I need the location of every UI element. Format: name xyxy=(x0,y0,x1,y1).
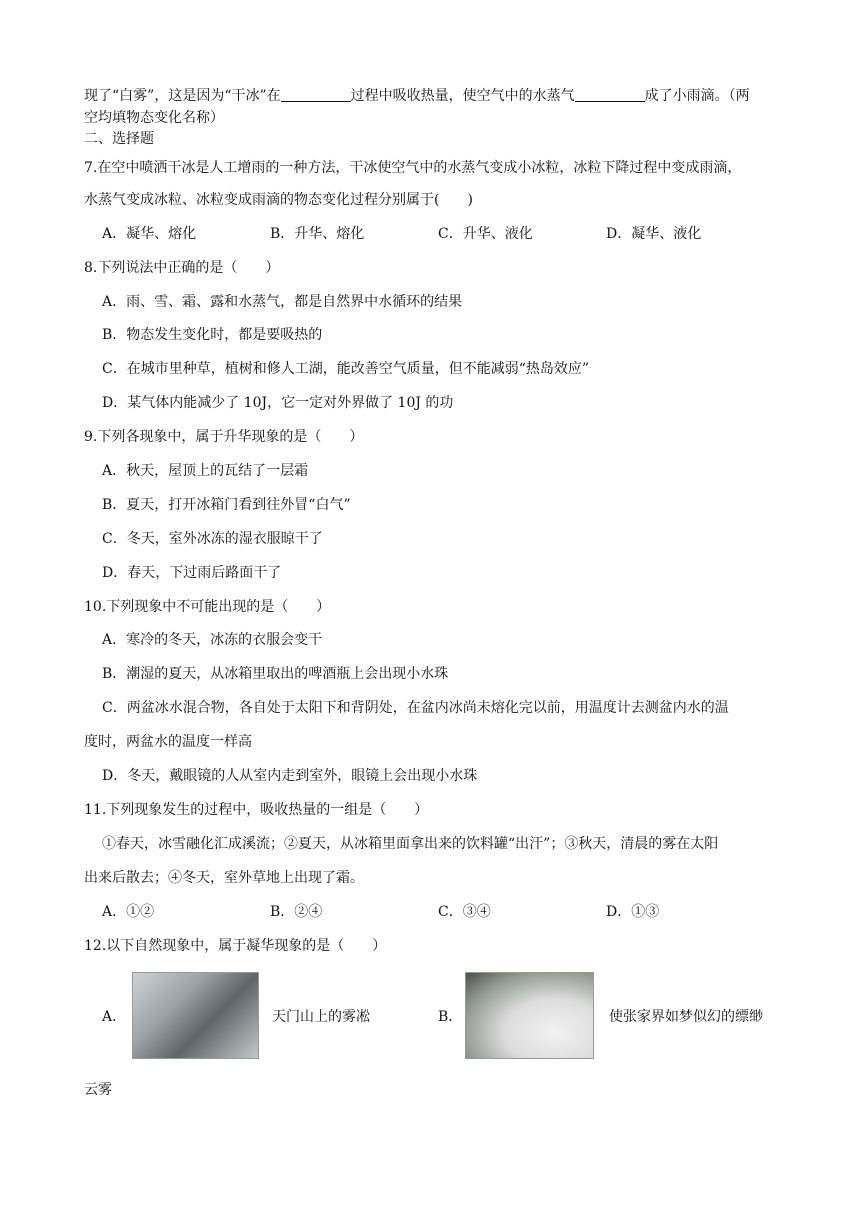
q7-option-b[interactable]: B．升华、熔化 xyxy=(270,226,365,242)
q11-stem: 11.下列现象发生的过程中，吸收热量的一组是（ ） xyxy=(84,802,429,818)
q7-stem-line-1: 7.在空中喷洒干冰是人工增雨的一种方法，干冰使空气中的水蒸气变成小冰粒，冰粒下降过程中变成雨滴， xyxy=(84,160,742,176)
q11-statement-line-1: ①春天，冰雪融化汇成溪流；②夏天，从冰箱里面拿出来的饮料罐“出汗”；③秋天，清晨的雾在太阳 xyxy=(102,836,719,852)
q8-option-b[interactable]: B．物态发生变化时，都是要吸热的 xyxy=(102,327,323,343)
q10-option-c-line-1[interactable]: C．两盆冰水混合物，各自处于太阳下和背阴处，在盆内冰尚未熔化完以前，用温度计去测盆内水的温 xyxy=(102,700,729,716)
intro-text-2: 过程中吸收热量，使空气中的水蒸气 xyxy=(350,88,575,104)
intro-line-1 xyxy=(84,86,750,106)
q10-option-c-line-2[interactable]: 度时，两盆水的温度一样高 xyxy=(84,734,252,750)
q11-option-a[interactable]: A．①② xyxy=(102,904,155,920)
intro-text-3: 成了小雨滴。（两 xyxy=(644,88,750,104)
q12-option-b-letter[interactable]: B． xyxy=(438,1009,463,1025)
q8-stem: 8.下列说法中正确的是（ ） xyxy=(84,260,280,276)
q12-option-a-text[interactable]: 天门山上的雾凇 xyxy=(272,1009,370,1025)
q11-statement-line-2: 出来后散去；④冬天，室外草地上出现了霜。 xyxy=(84,870,364,886)
q8-option-d[interactable]: D．某气体内能减少了 10J，它一定对外界做了 10J 的功 xyxy=(102,395,454,411)
q9-option-b[interactable]: B．夏天，打开冰箱门看到往外冒“白气” xyxy=(102,497,351,513)
q12-stem: 12.以下自然现象中，属于凝华现象的是（ ） xyxy=(84,938,387,954)
q11-option-c[interactable]: C．③④ xyxy=(438,904,491,920)
intro-text-1: 现了“白雾”，这是因为“干冰”在 xyxy=(84,88,281,104)
section-title: 二、选择题 xyxy=(84,131,154,147)
q9-option-d[interactable]: D．春天，下过雨后路面干了 xyxy=(102,565,282,581)
q7-stem-line-2: 水蒸气变成冰粒、冰粒变成雨滴的物态变化过程分别属于( ) xyxy=(84,192,473,208)
q8-option-a[interactable]: A．雨、雪、霜、露和水蒸气，都是自然界中水循环的结果 xyxy=(102,294,463,310)
q9-stem: 9.下列各现象中，属于升华现象的是（ ） xyxy=(84,429,364,445)
intro-line-2: 空均填物态变化名称） xyxy=(84,110,224,126)
q12-option-a-letter[interactable]: A． xyxy=(102,1009,127,1025)
q9-option-c[interactable]: C．冬天，室外冰冻的湿衣服晾干了 xyxy=(102,531,323,547)
q10-option-a[interactable]: A．寒冷的冬天，冰冻的衣服会变干 xyxy=(102,632,323,648)
q11-option-b[interactable]: B．②④ xyxy=(270,904,323,920)
answer-blank-1[interactable] xyxy=(281,87,351,102)
q8-option-c[interactable]: C．在城市里种草，植树和修人工湖，能改善空气质量，但不能减弱“热岛效应” xyxy=(102,361,590,377)
q11-option-d[interactable]: D．①③ xyxy=(606,904,660,920)
cloud-mist-photo xyxy=(465,972,594,1059)
q10-stem: 10.下列现象中不可能出现的是（ ） xyxy=(84,599,331,615)
q10-option-b[interactable]: B．潮湿的夏天，从冰箱里取出的啤酒瓶上会出现小水珠 xyxy=(102,666,449,682)
q12-option-b-text-cont[interactable]: 云雾 xyxy=(84,1082,112,1098)
q9-option-a[interactable]: A．秋天，屋顶上的瓦结了一层霜 xyxy=(102,463,309,479)
q10-option-d[interactable]: D．冬天，戴眼镜的人从室内走到室外，眼镜上会出现小水珠 xyxy=(102,768,478,784)
q7-option-c[interactable]: C．升华、液化 xyxy=(438,226,533,242)
rime-photo xyxy=(132,972,259,1059)
q7-option-a[interactable]: A．凝华、熔化 xyxy=(102,226,197,242)
q7-option-d[interactable]: D．凝华、液化 xyxy=(606,226,702,242)
q12-option-b-text[interactable]: 使张家界如梦似幻的缥缈 xyxy=(609,1009,763,1025)
answer-blank-2[interactable] xyxy=(575,87,645,102)
